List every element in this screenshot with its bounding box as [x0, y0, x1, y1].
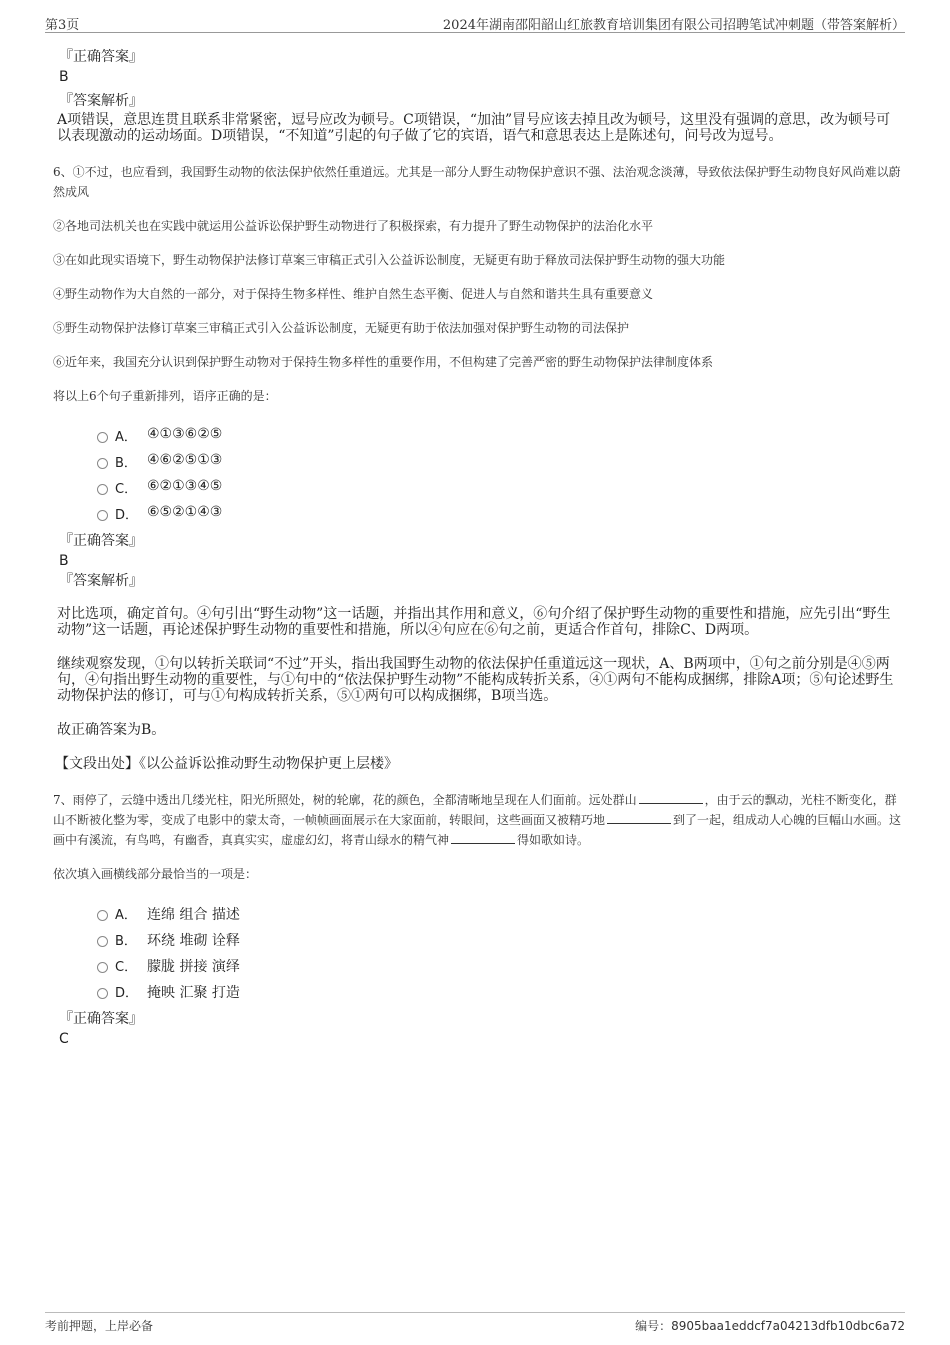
answer-tag: 『正确答案』 — [59, 533, 143, 549]
footer-slogan: 考前押题，上岸必备 — [45, 1319, 154, 1333]
radio-icon[interactable] — [97, 910, 108, 921]
radio-icon[interactable] — [97, 510, 108, 521]
answer-tag: 『正确答案』 — [59, 1011, 143, 1027]
answer-value: C — [59, 1031, 69, 1047]
q6-stem-3: ③在如此现实语境下，野生动物保护法修订草案三审稿正式引入公益诉讼制度，无疑更有助于释放司法保护野生动物的强大功能 — [53, 253, 726, 267]
radio-icon[interactable] — [97, 988, 108, 999]
q7-options — [57, 900, 902, 1004]
analysis-tag: 『答案解析』 — [59, 93, 143, 109]
analysis-text: 继续观察发现，①句以转折关联词“不过”开头，指出我国野生动物的依法保护任重道远这一现状，A、B两项中，①句之前分别是④⑤两句，④句指出野生动物的重要性，与①句中的“依法保护野生动物”不能构成转折关系，④①两句不能构成捆绑，排除A项；⑤句论述野生动物保护法的修订，可与①句构成转折关系，⑤①两句可以构成捆绑，B项当选。 — [57, 656, 894, 704]
q7-prompt: 依次填入画横线部分最恰当的一项是： — [53, 867, 258, 881]
q7-option-a[interactable]: A． 连绵 组合 描述 — [57, 900, 902, 926]
analysis-text: A项错误，意思连贯且联系非常紧密，逗号应改为顿号。C项错误，“加油”冒号应该去掉且改为顿号，这里没有强调的意思，改为顿号可以表现激动的运动场面。D项错误，“不知道”引起的句子做了它的宾语，语气和意思表达上是陈述句，问号改为逗号。 — [57, 112, 891, 144]
fill-blank — [451, 832, 515, 844]
radio-icon[interactable] — [97, 936, 108, 947]
q7-option-b[interactable]: B． 环绕 堆砌 诠释 — [57, 926, 902, 952]
q6-stem-2: ②各地司法机关也在实践中就运用公益诉讼保护野生动物进行了积极探索，有力提升了野生动物保护的法治化水平 — [53, 219, 654, 233]
answer-value: B — [59, 553, 69, 569]
radio-icon[interactable] — [97, 458, 108, 469]
fill-blank — [639, 792, 703, 804]
page-content — [53, 48, 902, 1048]
q7-option-d[interactable]: D． 掩映 汇聚 打造 — [57, 978, 902, 1004]
analysis-tag: 『答案解析』 — [59, 573, 143, 589]
document-title: 2024年湖南邵阳韶山红旅教育培训集团有限公司招聘笔试冲刺题（带答案解析） — [442, 18, 905, 33]
q6-option-a[interactable]: A． ④①③⑥②⑤ — [57, 422, 902, 448]
q6-stem-5: ⑤野生动物保护法修订草案三审稿正式引入公益诉讼制度，无疑更有助于依法加强对保护野生动物的司法保护 — [53, 321, 630, 335]
q7-option-c[interactable]: C． 朦胧 拼接 演绎 — [57, 952, 902, 978]
question-6 — [53, 162, 902, 772]
q6-options — [57, 422, 902, 526]
q6-option-c[interactable]: C． ⑥②①③④⑤ — [57, 474, 902, 500]
q6-option-d[interactable]: D． ⑥⑤②①④③ — [57, 500, 902, 526]
answer-tag: 『正确答案』 — [59, 49, 143, 65]
radio-icon[interactable] — [97, 432, 108, 443]
q6-prompt: 将以上6个句子重新排列，语序正确的是： — [53, 389, 277, 403]
question-7 — [53, 790, 902, 1048]
q7-stem: 7、雨停了，云缝中透出几缕光柱，阳光所照处，树的轮廓，花的颜色，全都清晰地呈现在人们面前。远处群山 ，由于云的飘动，光柱不断变化，群山不断被化整为零，变成了电影中的蒙太奇，一帧帧画面展示在大家面前，转眼间，这些画面又被精巧地 到了一起，组成动人心魄的巨幅山水画。这画中有溪流，有鸟鸣，有幽香，真真实实，虚虚幻幻，将青山绿水的精气神 得如歌如诗。 — [53, 793, 902, 847]
page-number: 第3页 — [45, 18, 80, 33]
q6-stem-4: ④野生动物作为大自然的一部分，对于保持生物多样性、维护自然生态平衡、促进人与自然和谐共生具有重要意义 — [53, 287, 654, 301]
q6-stem-1: 6、①不过，也应看到，我国野生动物的依法保护依然任重道远。尤其是一部分人野生动物保护意识不强、法治观念淡薄，导致依法保护野生动物良好风尚难以蔚然成风 — [53, 165, 901, 199]
q6-stem-6: ⑥近年来，我国充分认识到保护野生动物对于保持生物多样性的重要作用，不但构建了完善严密的野生动物保护法律制度体系 — [53, 355, 714, 369]
fill-blank — [607, 812, 671, 824]
source-text: 【文段出处】《以公益诉讼推动野生动物保护更上层楼》 — [55, 756, 398, 772]
page-header — [45, 12, 905, 33]
document-code: 编号：8905baa1eddcf7a04213dfb10dbc6a72 — [635, 1319, 905, 1333]
q6-option-b[interactable]: B． ④⑥②⑤①③ — [57, 448, 902, 474]
radio-icon[interactable] — [97, 962, 108, 973]
page-footer — [45, 1312, 905, 1333]
radio-icon[interactable] — [97, 484, 108, 495]
q5-answer-block — [57, 48, 902, 144]
answer-value: B — [59, 69, 69, 85]
analysis-text: 故正确答案为B。 — [57, 722, 166, 738]
analysis-text: 对比选项，确定首句。④句引出“野生动物”这一话题，并指出其作用和意义，⑥句介绍了保护野生动物的重要性和措施，应先引出“野生动物”这一话题，再论述保护野生动物的重要性和措施，所以④句应在⑥句之前，更适合作首句，排除C、D两项。 — [57, 606, 891, 638]
